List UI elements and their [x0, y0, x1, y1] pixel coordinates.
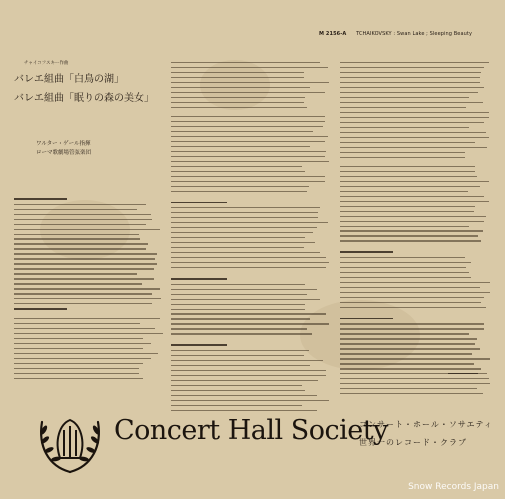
text-line — [171, 217, 318, 218]
text-line — [171, 176, 325, 177]
text-line — [171, 186, 309, 187]
text-line — [171, 141, 325, 142]
title-sleeping-beauty: バレエ組曲「眠りの森の美女」 — [14, 93, 154, 104]
text-line — [14, 273, 137, 274]
text-line — [171, 247, 304, 248]
notes-column-middle — [171, 62, 331, 415]
text-line — [171, 107, 307, 108]
text-line — [14, 318, 160, 319]
text-line — [340, 348, 480, 349]
text-line — [340, 191, 468, 192]
text-line — [171, 380, 318, 381]
catalog-header — [319, 31, 472, 37]
print-stamp — [448, 373, 478, 378]
text-line — [340, 216, 486, 217]
text-line — [171, 97, 305, 98]
section-heading-line — [14, 308, 67, 310]
title-block — [14, 60, 164, 108]
text-line — [171, 87, 310, 88]
text-line — [340, 338, 477, 339]
text-line — [171, 333, 312, 334]
text-line — [14, 368, 139, 369]
paragraph-gap — [171, 338, 331, 342]
text-line — [340, 277, 471, 278]
text-line — [171, 207, 320, 208]
text-line — [171, 151, 326, 152]
text-line — [340, 186, 480, 187]
text-line — [171, 181, 325, 182]
text-line — [14, 283, 142, 284]
orchestra-credit: ローマ歌劇場管弦楽団 — [36, 150, 92, 156]
text-line — [171, 126, 323, 127]
section-heading-line — [171, 202, 227, 204]
text-line — [340, 363, 474, 364]
text-line — [340, 152, 465, 153]
text-line — [14, 288, 160, 289]
text-line — [171, 328, 307, 329]
notes-column-left — [14, 196, 164, 383]
section-heading-line — [171, 278, 227, 280]
text-line — [14, 219, 152, 220]
text-line — [14, 278, 154, 279]
text-line — [340, 176, 477, 177]
text-line — [14, 343, 151, 344]
text-line — [340, 67, 484, 68]
text-line — [171, 294, 307, 295]
text-line — [171, 299, 320, 300]
performer-credits — [36, 140, 91, 158]
text-line — [171, 232, 313, 233]
text-line — [171, 309, 305, 310]
title-swan-lake: バレエ組曲「白鳥の湖」 — [14, 74, 124, 85]
society-tagline-japanese: 世界一のレコード・クラブ — [359, 438, 467, 447]
text-line — [171, 350, 309, 351]
section-heading-line — [340, 251, 393, 253]
text-line — [14, 323, 140, 324]
text-line — [340, 62, 489, 63]
text-line — [171, 116, 325, 117]
text-line — [171, 385, 302, 386]
text-line — [340, 87, 484, 88]
text-line — [340, 240, 481, 241]
text-line — [171, 237, 305, 238]
text-line — [171, 390, 305, 391]
text-line — [340, 230, 483, 231]
text-line — [171, 227, 317, 228]
text-line — [171, 62, 320, 63]
text-line — [171, 370, 326, 371]
text-line — [340, 102, 483, 103]
text-line — [171, 252, 320, 253]
paragraph-gap — [171, 196, 331, 200]
text-line — [14, 363, 143, 364]
text-line — [171, 161, 329, 162]
text-line — [340, 297, 484, 298]
text-line — [14, 338, 143, 339]
text-line — [340, 112, 489, 113]
text-line — [14, 293, 152, 294]
text-line — [340, 353, 472, 354]
text-line — [340, 388, 477, 389]
text-line — [14, 268, 154, 269]
text-line — [171, 323, 329, 324]
text-line — [340, 107, 466, 108]
text-line — [14, 303, 152, 304]
text-line — [171, 257, 326, 258]
concert-hall-society-footer — [0, 395, 505, 499]
text-line — [340, 333, 469, 334]
text-line — [340, 147, 487, 148]
text-line — [171, 313, 326, 314]
text-line — [340, 282, 490, 283]
text-line — [171, 121, 325, 122]
text-line — [171, 67, 328, 68]
laurel-lyre-emblem-icon — [30, 400, 110, 480]
text-line — [340, 262, 471, 263]
text-line — [171, 82, 329, 83]
text-line — [340, 117, 489, 118]
text-line — [340, 127, 469, 128]
text-line — [340, 92, 478, 93]
paragraph-gap — [340, 245, 492, 249]
paragraph-gap — [171, 272, 331, 276]
text-line — [340, 221, 484, 222]
snow-records-watermark: Snow Records Japan — [408, 482, 499, 492]
text-line — [171, 171, 305, 172]
text-line — [171, 284, 305, 285]
text-line — [340, 206, 475, 207]
text-line — [14, 209, 137, 210]
text-line — [171, 360, 323, 361]
text-line — [340, 142, 475, 143]
text-line — [171, 242, 315, 243]
text-line — [171, 212, 318, 213]
text-line — [340, 132, 486, 133]
text-line — [171, 191, 307, 192]
text-line — [14, 378, 143, 379]
text-line — [340, 82, 480, 83]
text-line — [340, 287, 480, 288]
text-line — [14, 238, 140, 239]
text-line — [340, 226, 469, 227]
text-line — [340, 358, 490, 359]
paragraph-gap — [340, 312, 492, 316]
text-line — [14, 253, 157, 254]
text-line — [340, 368, 481, 369]
text-line — [14, 353, 158, 354]
text-line — [340, 302, 481, 303]
section-heading-line — [340, 318, 393, 320]
text-line — [448, 373, 478, 374]
text-line — [171, 146, 310, 147]
text-line — [340, 257, 465, 258]
section-heading-line — [14, 198, 67, 200]
text-line — [171, 365, 310, 366]
text-line — [340, 378, 489, 379]
text-line — [14, 248, 146, 249]
text-line — [171, 375, 326, 376]
text-line — [14, 234, 139, 235]
text-line — [340, 166, 475, 167]
text-line — [171, 222, 328, 223]
text-line — [171, 304, 305, 305]
text-line — [340, 292, 490, 293]
text-line — [171, 355, 304, 356]
text-line — [14, 224, 146, 225]
text-line — [14, 298, 161, 299]
text-line — [14, 358, 151, 359]
text-line — [14, 373, 139, 374]
concert-hall-society-logo: Concert Hall Society — [114, 415, 388, 446]
text-line — [171, 102, 304, 103]
conductor-credit: ワルター・ゲール指揮 — [36, 141, 91, 147]
text-line — [14, 328, 155, 329]
text-line — [171, 72, 304, 73]
text-line — [340, 343, 475, 344]
text-line — [340, 77, 480, 78]
text-line — [14, 258, 155, 259]
text-line — [340, 323, 484, 324]
text-line — [340, 267, 466, 268]
text-line — [171, 262, 329, 263]
text-line — [340, 157, 465, 158]
text-line — [340, 211, 474, 212]
text-line — [340, 272, 469, 273]
notes-column-right — [340, 62, 492, 398]
text-line — [171, 318, 310, 319]
composer-credit: チャイコフスキー作曲 — [24, 61, 69, 66]
text-line — [340, 235, 478, 236]
text-line — [14, 204, 146, 205]
text-line — [14, 263, 157, 264]
text-line — [340, 137, 489, 138]
text-line — [340, 181, 489, 182]
text-line — [14, 333, 163, 334]
text-line — [340, 383, 490, 384]
text-line — [340, 307, 486, 308]
catalog-number: M 2156-A — [319, 31, 347, 37]
text-line — [340, 196, 484, 197]
text-line — [171, 289, 317, 290]
section-heading-line — [171, 344, 227, 346]
text-line — [171, 131, 313, 132]
text-line — [14, 243, 148, 244]
text-line — [340, 72, 481, 73]
text-line — [340, 201, 489, 202]
text-line — [14, 348, 143, 349]
text-line — [340, 122, 484, 123]
society-name-japanese: コンサート・ホール・ソサエティ — [359, 420, 493, 429]
text-line — [14, 229, 160, 230]
text-line — [171, 136, 328, 137]
text-line — [171, 77, 304, 78]
text-line — [340, 97, 469, 98]
text-line — [14, 214, 151, 215]
text-line — [340, 328, 484, 329]
text-line — [171, 92, 325, 93]
text-line — [171, 267, 326, 268]
text-line — [171, 156, 325, 157]
text-line — [171, 166, 302, 167]
catalog-title: TCHAIKOVSKY : Swan Lake ; Sleeping Beauty — [356, 31, 473, 37]
text-line — [340, 171, 475, 172]
